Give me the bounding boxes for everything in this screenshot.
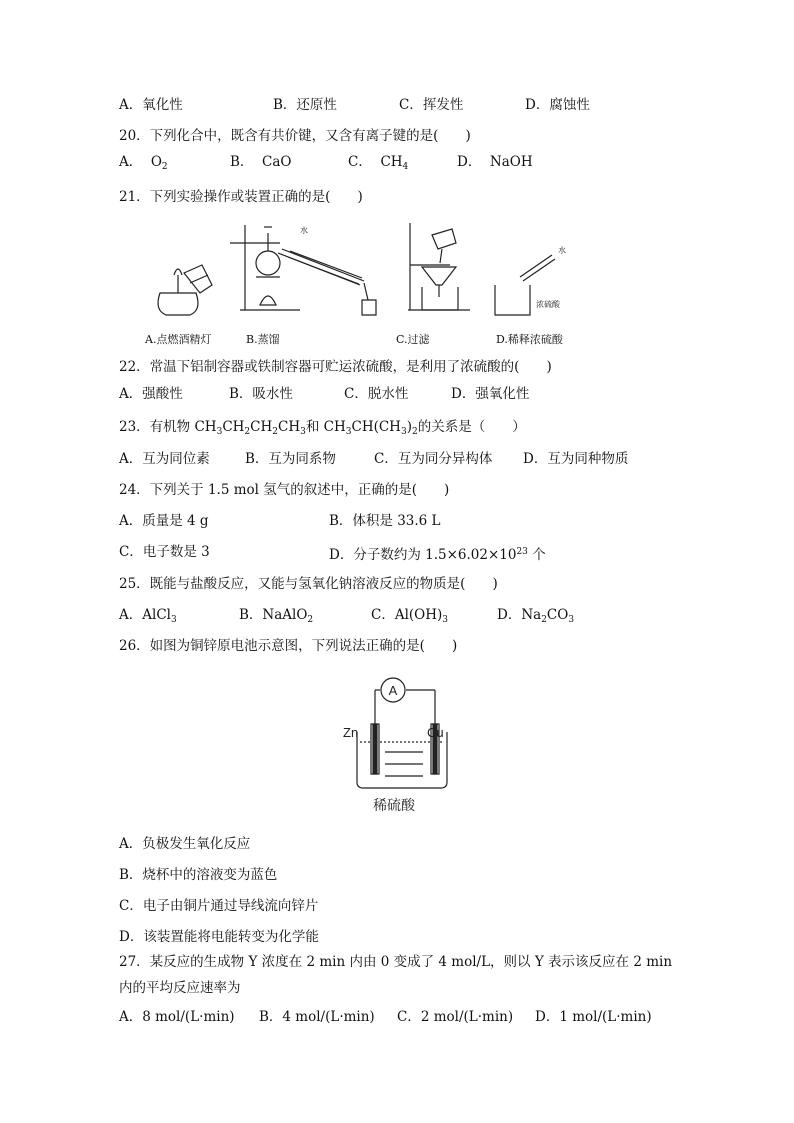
q20-option-b: B． CaO — [230, 154, 292, 170]
q19-option-d: D．腐蚀性 — [525, 97, 590, 113]
q20-option-a: A． $O_2$ — [119, 154, 168, 172]
q20-stem: 20．下列化合中，既含有共价键，又含有离子键的是( ) — [119, 128, 471, 144]
q26-option-d: D．该装置能将电能转变为化学能 — [119, 929, 319, 945]
q25-option-d: D．$Na_2CO_3$ — [497, 607, 575, 625]
q26-stem: 26．如图为铜锌原电池示意图，下列说法正确的是( ) — [119, 638, 458, 654]
q24-option-d: D．分子数约为 $1.5\times 6.02\times 10^{23}$ 个 — [329, 547, 546, 563]
q19-option-a: A．氧化性 — [119, 97, 183, 113]
q20-option-d: D． NaOH — [457, 154, 533, 170]
figure-label-a: A.点燃酒精灯 — [145, 333, 212, 346]
ammeter-label: A — [388, 683, 398, 698]
q23-option-b: B．互为同系物 — [245, 451, 336, 467]
q27-stem-line2: 内的平均反应速率为 — [119, 980, 241, 996]
q19-option-c: C．挥发性 — [399, 97, 464, 113]
dilute-sulfuric-label: 稀硫酸 — [373, 798, 415, 814]
q23-option-c: C．互为同分异构体 — [374, 451, 493, 467]
q22-option-b: B．吸水性 — [229, 386, 293, 402]
q25-stem: 25．既能与盐酸反应，又能与氢氧化钠溶液反应的物质是( ) — [119, 576, 498, 592]
figure-label-d: D.稀释浓硫酸 — [496, 333, 563, 346]
zn-label: Zn — [343, 725, 359, 740]
water-inlet-label: 水 — [300, 226, 308, 235]
q25-option-b: B．NaAlO$_2$ — [239, 607, 314, 625]
conc-sulfuric-label: 浓硫酸 — [536, 300, 560, 309]
q27-option-c: C．2 mol/(L·min) — [397, 1009, 514, 1025]
galvanic-cell-figure — [335, 672, 465, 817]
q22-option-d: D．强氧化性 — [451, 386, 530, 402]
filtration-apparatus-icon — [408, 223, 470, 310]
q27-stem-line1: 27．某反应的生成物 Y 浓度在 2 min 内由 0 变成了 4 mol/L，则以 Y 表示该反应在 2 min — [119, 954, 673, 970]
q24-option-b: B．体积是 33.6 L — [329, 513, 441, 529]
q26-option-c: C．电子由铜片通过导线流向锌片 — [119, 898, 319, 914]
q25-option-a: A．AlCl$_3$ — [119, 607, 177, 625]
q27-option-a: A．8 mol/(L·min) — [119, 1009, 235, 1025]
q24-option-a: A．质量是 4 g — [119, 513, 209, 529]
q25-option-c: C．$Al(OH)_3$ — [371, 607, 449, 625]
q21-apparatus-figure — [140, 215, 600, 325]
distillation-apparatus-icon — [230, 225, 376, 315]
q22-option-c: C．脱水性 — [344, 386, 409, 402]
q21-stem: 21．下列实验操作或装置正确的是( ) — [119, 189, 363, 205]
q27-option-b: B．4 mol/(L·min) — [259, 1009, 375, 1025]
q23-option-d: D．互为同种物质 — [523, 451, 629, 467]
q24-stem: 24．下列关于 1.5 mol 氢气的叙述中，正确的是( ) — [119, 482, 450, 498]
q20-option-c: C． $CH_4$ — [348, 154, 409, 172]
q27-option-d: D．1 mol/(L·min) — [535, 1009, 652, 1025]
q26-option-b: B．烧杯中的溶液变为蓝色 — [119, 867, 278, 883]
q23-option-a: A．互为同位素 — [119, 451, 210, 467]
alcohol-lamp-icon — [158, 265, 212, 315]
q19-option-b: B．还原性 — [273, 97, 337, 113]
figure-label-b: B.蒸馏 — [246, 333, 280, 346]
q26-option-a: A．负极发生氧化反应 — [119, 836, 251, 852]
q22-option-a: A．强酸性 — [119, 386, 183, 402]
water-label: 水 — [558, 246, 566, 255]
q24-option-c: C．电子数是 3 — [119, 544, 210, 560]
q23-stem: 23．有机物 $CH_3CH_2CH_2CH_3$和 $CH_3CH(CH_3)_2$的关系是（ ） — [119, 419, 526, 437]
q22-stem: 22．常温下铝制容器或铁制容器可贮运浓硫酸，是利用了浓硫酸的( ) — [119, 359, 552, 375]
cu-label: Cu — [427, 725, 444, 740]
figure-label-c: C.过滤 — [396, 333, 430, 346]
